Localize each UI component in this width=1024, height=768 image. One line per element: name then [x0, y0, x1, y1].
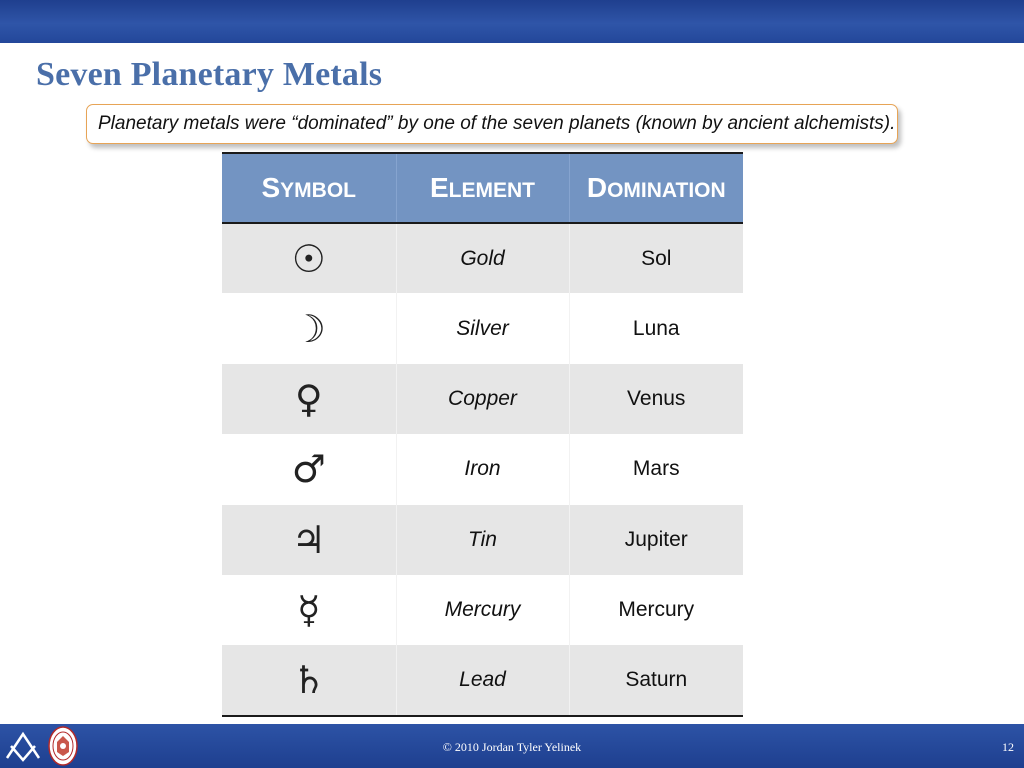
- header-element: ELEMENT: [396, 153, 569, 223]
- saturn-symbol-icon: ♄: [291, 658, 326, 703]
- symbol-cell: [222, 223, 396, 293]
- callout-box: [86, 104, 898, 144]
- venus-symbol-icon: ♀: [294, 376, 323, 421]
- table-row: [222, 293, 743, 363]
- table-row: [222, 645, 743, 715]
- table-row: [222, 364, 743, 434]
- planetary-metals-table: [222, 152, 743, 717]
- copyright-text: © 2010 Jordan Tyler Yelinek: [442, 740, 582, 754]
- table-row: [222, 434, 743, 504]
- symbol-cell: [222, 293, 396, 363]
- mars-symbol-icon: ♂: [291, 447, 326, 492]
- domination-cell: Luna: [569, 293, 743, 363]
- table-row: [222, 505, 743, 575]
- symbol-cell: [222, 575, 396, 645]
- domination-cell: Sol: [569, 223, 743, 293]
- element-cell: Iron: [396, 434, 569, 504]
- symbol-cell: [222, 645, 396, 715]
- moon-symbol-icon: ☽: [291, 306, 326, 351]
- top-banner: [0, 0, 1024, 43]
- domination-cell: Saturn: [569, 645, 743, 715]
- table-row: [222, 575, 743, 645]
- page-number: 12: [1002, 740, 1014, 754]
- symbol-cell: [222, 364, 396, 434]
- domination-cell: Mars: [569, 434, 743, 504]
- element-cell: Gold: [396, 223, 569, 293]
- symbol-cell: [222, 434, 396, 504]
- element-cell: Mercury: [396, 575, 569, 645]
- element-cell: Tin: [396, 505, 569, 575]
- header-symbol: SYMBOL: [222, 153, 396, 223]
- element-cell: Silver: [396, 293, 569, 363]
- table-header-row: [222, 153, 743, 223]
- table-row: [222, 223, 743, 293]
- domination-cell: Venus: [569, 364, 743, 434]
- mercury-symbol-icon: ☿: [297, 588, 321, 633]
- sun-symbol-icon: ☉: [291, 236, 326, 281]
- element-cell: Lead: [396, 645, 569, 715]
- domination-cell: Jupiter: [569, 505, 743, 575]
- callout-text: Planetary metals were “dominated” by one of the seven planets (known by ancient alchemists).: [98, 113, 896, 134]
- element-cell: Copper: [396, 364, 569, 434]
- header-domination: DOMINATION: [569, 153, 743, 223]
- jupiter-symbol-icon: ♃: [291, 517, 326, 562]
- symbol-cell: [222, 505, 396, 575]
- slide-title: Seven Planetary Metals: [36, 56, 383, 93]
- domination-cell: Mercury: [569, 575, 743, 645]
